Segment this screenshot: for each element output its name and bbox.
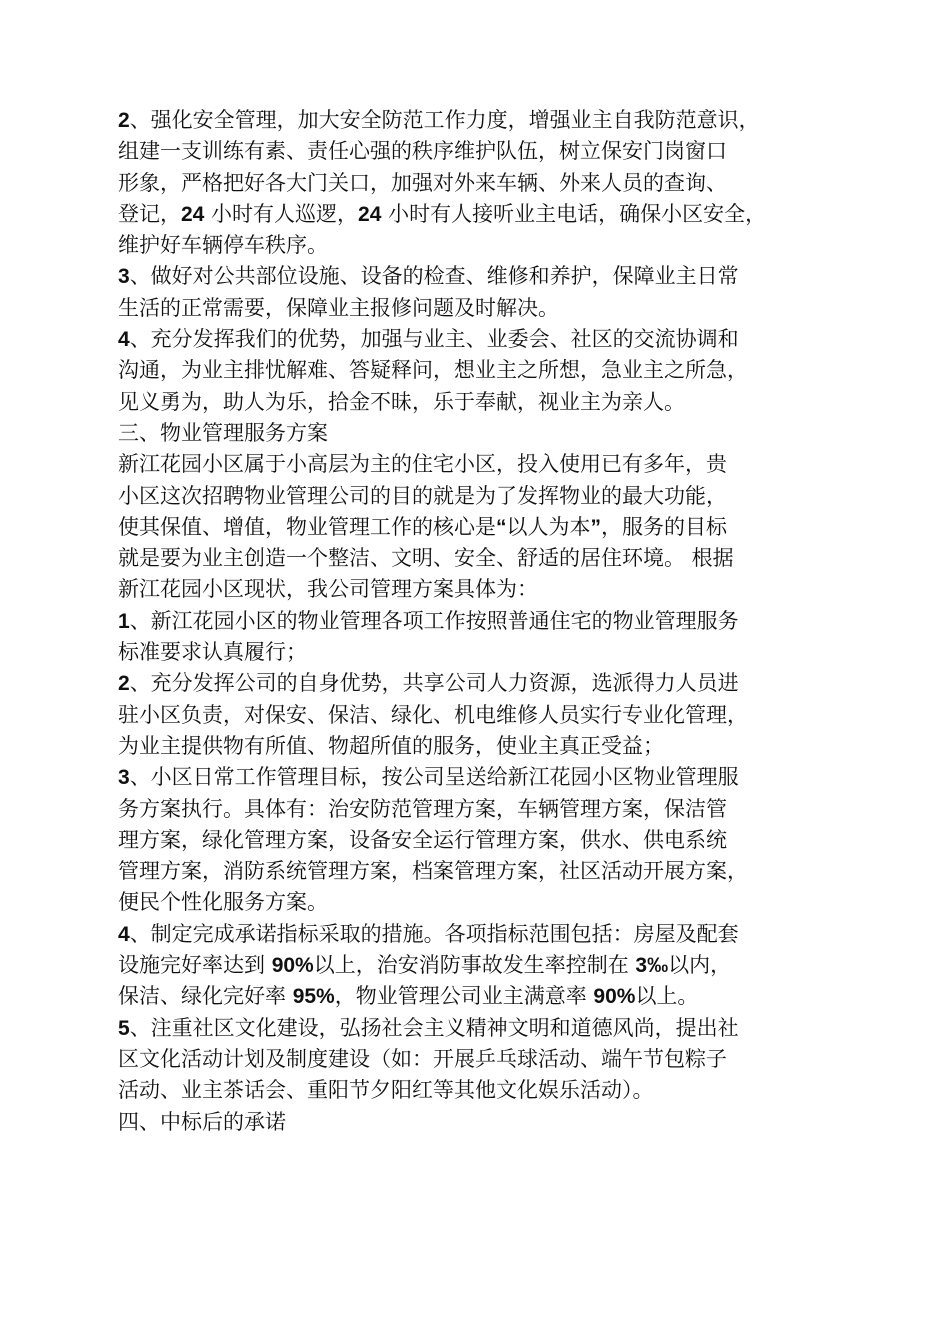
text-line — [118, 606, 858, 637]
text-line — [118, 105, 858, 136]
text-run: 、注重社区文化建设，弘扬社会主义精神文明和道德风尚，提出社 — [129, 1015, 739, 1040]
text-line — [118, 981, 858, 1012]
bold-number: 95% — [292, 985, 335, 1009]
bold-number: “ — [496, 515, 507, 539]
text-line — [118, 355, 858, 386]
text-line — [118, 825, 858, 856]
text-run: 、强化安全管理，加大安全防范工作力度，增强业主自我防范意识， — [129, 108, 760, 132]
text-run: 新江花园小区属于小高层为主的住宅小区，投入使用已有多年，贵 — [118, 452, 727, 477]
text-run: 组建一支训练有素、责任心强的秩序维护队伍，树立保安门岗窗口 — [118, 139, 727, 164]
text-line — [118, 324, 858, 355]
text-run: 以上。 — [635, 984, 699, 1009]
text-run: 便民个性化服务方案。 — [118, 890, 328, 915]
text-line — [118, 1107, 858, 1138]
bold-number: ” — [590, 515, 601, 539]
text-line — [118, 199, 858, 230]
text-line — [118, 449, 858, 480]
text-line — [118, 794, 858, 825]
text-run: 见义勇为，助人为乐，拾金不昧，乐于奉献，视业主为亲人。 — [118, 389, 685, 414]
bold-number: 90% — [271, 954, 314, 978]
text-run: 形象，严格把好各大门关口，加强对外来车辆、外来人员的查询、 — [118, 170, 727, 195]
text-run: 生活的正常需要，保障业主报修问题及时解决。 — [118, 295, 559, 320]
text-line — [118, 950, 858, 981]
text-run: 维护好车辆停车秩序。 — [118, 233, 328, 258]
bold-number: 1 — [118, 609, 130, 633]
text-line — [118, 668, 858, 699]
text-line — [118, 1013, 858, 1044]
text-run: 以人为本 — [506, 514, 591, 539]
text-line — [118, 543, 858, 574]
bold-number: 24 — [358, 202, 382, 226]
bold-number: 3‰ — [635, 954, 669, 978]
text-run: 、充分发挥公司的自身优势，共享公司人力资源，选派得力人员进 — [129, 671, 739, 696]
text-run: 、充分发挥我们的优势，加强与业主、业委会、社区的交流协调和 — [129, 327, 739, 352]
text-line — [118, 293, 858, 324]
text-line — [118, 700, 858, 731]
bold-number: 3 — [118, 265, 130, 289]
text-line — [118, 919, 858, 950]
text-line — [118, 136, 858, 167]
text-line — [118, 512, 858, 543]
bold-number: 4 — [118, 328, 130, 352]
bold-number: 4 — [118, 922, 130, 946]
text-run: 、制定完成承诺指标采取的措施。各项指标范围包括：房屋及配套 — [129, 921, 739, 946]
text-run: 标准要求认真履行； — [118, 640, 307, 665]
text-line — [118, 230, 858, 261]
bold-number: 5 — [118, 1016, 130, 1040]
text-run: 活动、业主茶话会、重阳节夕阳红等其他文化娱乐活动）。 — [118, 1078, 654, 1103]
text-run: 区文化活动计划及制度建设（如：开展乒乓球活动、端午节包粽子 — [118, 1046, 727, 1071]
text-run: 驻小区负责，对保安、保洁、绿化、机电维修人员实行专业化管理， — [118, 702, 748, 727]
text-run: 使其保值、增值，物业管理工作的核心是 — [118, 514, 496, 539]
text-run: 保洁、绿化完好率 — [118, 984, 293, 1009]
bold-number: 2 — [118, 672, 130, 696]
text-run: 就是要为业主创造一个整洁、文明、安全、舒适的居住环境。 根据 — [118, 546, 734, 571]
text-line — [118, 731, 858, 762]
text-run: 登记， — [118, 201, 181, 226]
bold-number: 24 — [181, 202, 205, 226]
text-line — [118, 1075, 858, 1106]
text-run: 理方案，绿化管理方案，设备安全运行管理方案，供水、供电系统 — [118, 827, 727, 852]
text-run: 管理方案，消防系统管理方案，档案管理方案，社区活动开展方案， — [118, 859, 748, 884]
text-run: 小区这次招聘物业管理公司的目的就是为了发挥物业的最大功能， — [118, 483, 727, 508]
text-line — [118, 887, 858, 918]
text-run: 沟通，为业主排忧解难、答疑释问，想业主之所想，急业主之所急， — [118, 358, 748, 383]
text-run: 三、物业管理服务方案 — [118, 420, 328, 445]
text-line — [118, 762, 858, 793]
text-run: 设施完好率达到 — [118, 953, 272, 978]
text-line — [118, 1044, 858, 1075]
text-run: ，物业管理公司业主满意率 — [334, 984, 594, 1009]
text-line — [118, 261, 858, 292]
text-line — [118, 856, 858, 887]
text-line — [118, 168, 858, 199]
text-run: 务方案执行。具体有：治安防范管理方案，车辆管理方案，保洁管 — [118, 796, 727, 821]
text-run: 小时有人巡逻， — [204, 201, 359, 226]
text-run: 新江花园小区现状，我公司管理方案具体为： — [118, 577, 538, 602]
text-run: 、新江花园小区的物业管理各项工作按照普通住宅的物业管理服务 — [129, 608, 739, 633]
text-run: 为业主提供物有所值、物超所值的服务，使业主真正受益； — [118, 733, 664, 758]
text-run: 四、中标后的承诺 — [118, 1109, 286, 1134]
text-line — [118, 481, 858, 512]
bold-number: 2 — [118, 109, 130, 132]
text-run: ，服务的目标 — [601, 514, 727, 539]
document-body — [118, 105, 858, 1138]
text-run: 以上，治安消防事故发生率控制在 — [313, 953, 636, 978]
text-run: 以内， — [668, 953, 732, 978]
bold-number: 90% — [593, 985, 636, 1009]
text-line — [118, 637, 858, 668]
text-line — [118, 387, 858, 418]
text-line — [118, 418, 858, 449]
text-run: 小时有人接听业主电话，确保小区安全， — [381, 201, 767, 226]
text-run: 、小区日常工作管理目标，按公司呈送给新江花园小区物业管理服 — [129, 765, 739, 790]
text-line — [118, 574, 858, 605]
bold-number: 3 — [118, 766, 130, 790]
text-run: 、做好对公共部位设施、设备的检查、维修和养护，保障业主日常 — [129, 264, 739, 289]
